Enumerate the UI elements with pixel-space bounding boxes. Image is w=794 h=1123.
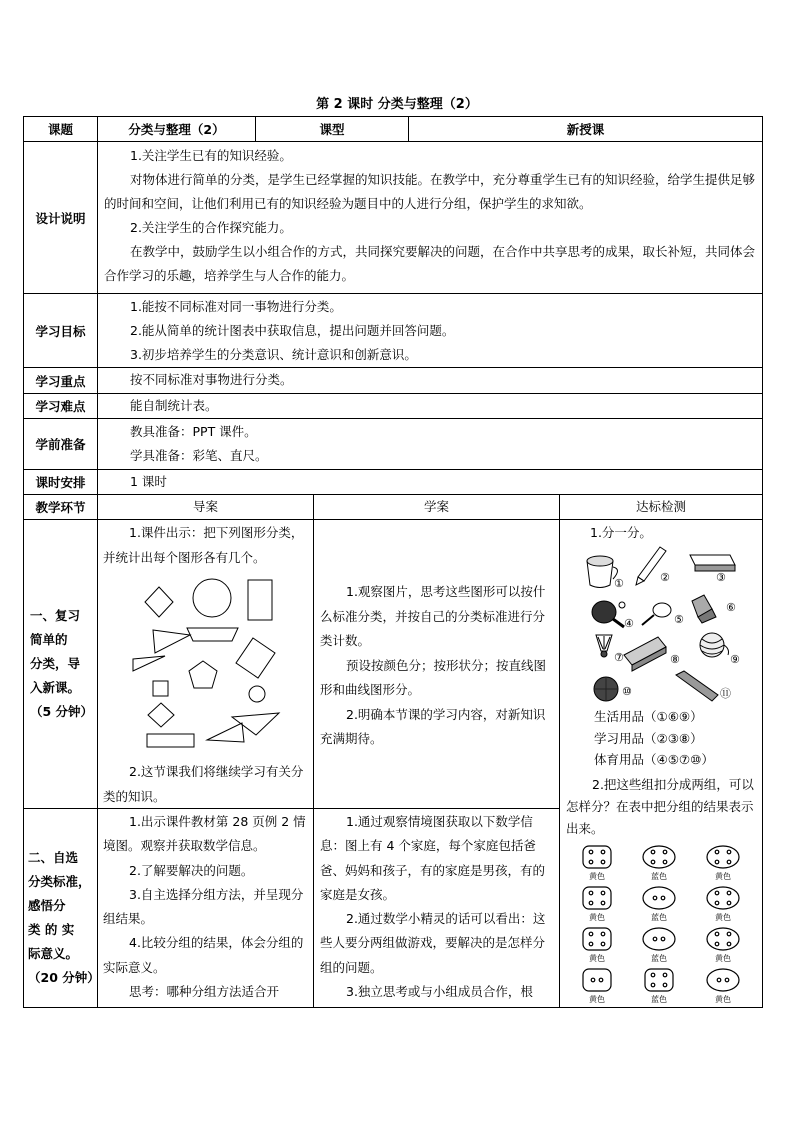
prep-text xyxy=(130,420,750,468)
section1-study: 1.观察图片，思考这些图形可以按什么标准分类，并按自己的分类标准进行分类计数。 预设按颜色分；按形状分；按直线图形和曲线图形分。 2.明确本节课的学习内容，对新知识充满期待。 xyxy=(320,584,547,746)
square-button-icon xyxy=(583,887,611,909)
color-label: 蓝色 xyxy=(651,913,667,922)
label-goals: 学习目标 xyxy=(35,323,86,339)
design-p3: 2.关注学生的合作探究能力。 xyxy=(130,220,292,235)
type-value: 新授课 xyxy=(566,122,605,137)
number-label: ⑧ xyxy=(670,653,680,666)
section1-guide-bottom: 2.这节课我们将继续学习有关分类的知识。 xyxy=(103,764,304,804)
number-label: ⑩ xyxy=(622,685,632,698)
round-button-icon xyxy=(707,846,739,868)
round-button-icon xyxy=(707,969,739,991)
schedule-text: 1 课时 xyxy=(130,474,167,489)
diamond-shape xyxy=(145,587,173,617)
eraser-icon xyxy=(690,555,735,571)
number-label: ① xyxy=(614,577,624,590)
number-label: ③ xyxy=(716,571,726,584)
col-stage: 教学环节 xyxy=(35,500,86,515)
objects-figure xyxy=(580,545,750,705)
check-q2: 2.把这些组扣分成两组，可以怎样分？在表中把分组的结果表示出来。 xyxy=(566,777,754,836)
number-label: ② xyxy=(660,571,670,584)
cup-icon xyxy=(587,556,618,588)
small-circle-shape xyxy=(249,686,265,702)
prep-teacher: 教具准备：PPT 课件。 xyxy=(130,424,257,439)
col-guide: 导案 xyxy=(192,499,218,514)
triangle-shape xyxy=(133,656,165,671)
circle-shape xyxy=(193,579,231,617)
round-button-icon xyxy=(707,887,739,909)
rectangle-shape xyxy=(248,580,272,620)
round-button-icon xyxy=(643,887,675,909)
square-button-icon xyxy=(583,928,611,950)
shapes-figure xyxy=(125,575,285,750)
rectangle-shape xyxy=(147,734,194,747)
section2-guide: 1.出示课件教材第 28 页例 2 情境图。观察并获取数学信息。 2.了解要解决的问题。 3.自主选择分组方法，并呈现分组结果。 4.比较分组的结果，体会分组的实际意义。 思考：哪种分组方法适合开 xyxy=(103,814,306,1000)
label-schedule: 课时安排 xyxy=(35,475,86,490)
page-title: 第 2 课时 分类与整理（2） xyxy=(316,97,478,112)
design-notes xyxy=(104,144,756,288)
trapezoid-shape xyxy=(187,628,238,641)
color-label: 黄色 xyxy=(715,954,731,963)
color-label: 黄色 xyxy=(589,872,605,881)
label-focus: 学习重点 xyxy=(35,373,86,389)
pentagon-shape xyxy=(189,661,217,688)
color-label: 黄色 xyxy=(589,913,605,922)
round-button-icon xyxy=(643,928,675,950)
color-label: 黄色 xyxy=(589,954,605,963)
triangle-shape xyxy=(153,630,190,653)
check-answers xyxy=(594,706,759,771)
triangle-shape xyxy=(207,723,244,742)
round-button-icon xyxy=(707,928,739,950)
label-type: 课型 xyxy=(319,122,345,137)
broom-icon xyxy=(676,671,718,701)
label-prep: 学前准备 xyxy=(35,437,86,452)
goal-item: 1.能按不同标准对同一事物进行分类。 xyxy=(130,299,342,314)
label-design: 设计说明 xyxy=(35,210,86,226)
number-label: ⑪ xyxy=(720,687,731,700)
number-label: ⑤ xyxy=(674,613,684,626)
difficulty-text: 能自制统计表。 xyxy=(130,398,218,413)
basketball-icon xyxy=(594,677,618,701)
section2-study: 1.通过观察情境图获取以下数学信息：图上有 4 个家庭，每个家庭包括爸爸、妈妈和孩子，有的家庭是男孩，有的家庭是女孩。 2.通过数学小精灵的话可以看出：这些人要分两组做游戏，要解决的是怎样分组的问题。 3.独立思考或与小组成员合作，根 xyxy=(320,814,546,1000)
color-label: 黄色 xyxy=(715,872,731,881)
design-p4: 在教学中，鼓励学生以小组合作的方式，共同探究要解决的问题，在合作中共享思考的成果，取长补短，共同体会合作学习的乐趣，培养学生与人合作的能力。 xyxy=(104,244,756,283)
number-label: ⑦ xyxy=(614,651,624,664)
buttons-grid xyxy=(575,843,755,1005)
rotated-rect-shape xyxy=(236,638,275,678)
design-p1: 1.关注学生已有的知识经验。 xyxy=(130,148,292,163)
prep-student: 学具准备：彩笔、直尺。 xyxy=(130,448,268,463)
topic-value: 分类与整理（2） xyxy=(128,122,225,137)
square-button-icon xyxy=(583,846,611,868)
round-button-icon xyxy=(643,846,675,868)
color-label: 蓝色 xyxy=(651,954,667,963)
square-button-icon xyxy=(645,969,673,991)
section2-stage: 二、自选 分类标准， 感悟分 类 的 实 际意义。 （20 分钟） xyxy=(28,850,100,985)
pencil-box-icon xyxy=(624,637,666,671)
shuttlecock-icon xyxy=(596,635,612,657)
color-label: 黄色 xyxy=(715,995,731,1004)
focus-text: 按不同标准对事物进行分类。 xyxy=(130,372,293,387)
towel-icon xyxy=(692,595,716,623)
color-label: 黄色 xyxy=(589,995,605,1004)
square-button-icon xyxy=(583,969,611,991)
diamond-shape xyxy=(148,703,174,727)
goal-item: 3.初步培养学生的分类意识、统计意识和创新意识。 xyxy=(130,347,417,362)
number-label: ④ xyxy=(624,617,634,630)
answer-study: 学习用品（②③⑧） xyxy=(594,730,703,746)
label-topic: 课题 xyxy=(47,122,73,137)
number-label: ⑥ xyxy=(726,601,736,614)
yarn-icon xyxy=(700,633,729,657)
color-label: 蓝色 xyxy=(651,872,667,881)
number-label: ⑨ xyxy=(730,653,740,666)
answer-life: 生活用品（①⑥⑨） xyxy=(594,709,703,724)
paddle-icon xyxy=(592,601,625,627)
answer-sport: 体育用品（④⑤⑦⑩） xyxy=(594,752,714,767)
col-check: 达标检测 xyxy=(635,499,686,514)
racket-icon xyxy=(642,603,671,625)
goal-item: 2.能从简单的统计图表中获取信息，提出问题并回答问题。 xyxy=(130,323,455,338)
design-p2: 对物体进行简单的分类，是学生已经掌握的知识技能。在教学中，充分尊重学生已有的知识经验，给学生提供足够的时间和空间，让他们利用已有的知识经验为题目中的人进行分组，保护学生的求知欲。 xyxy=(104,172,756,211)
color-label: 蓝色 xyxy=(651,995,667,1004)
label-difficulty: 学习难点 xyxy=(35,399,86,414)
square-shape xyxy=(153,681,168,696)
check-q1: 1.分一分。 xyxy=(590,525,652,540)
goals-list xyxy=(104,295,756,367)
section1-guide-top: 1.课件出示：把下列图形分类，并统计出每个图形各有几个。 xyxy=(103,525,304,565)
section1-stage: 一、复习 简单的 分类，导 入新课。 （5 分钟） xyxy=(30,608,94,719)
color-label: 黄色 xyxy=(715,913,731,922)
col-study: 学案 xyxy=(423,499,449,514)
